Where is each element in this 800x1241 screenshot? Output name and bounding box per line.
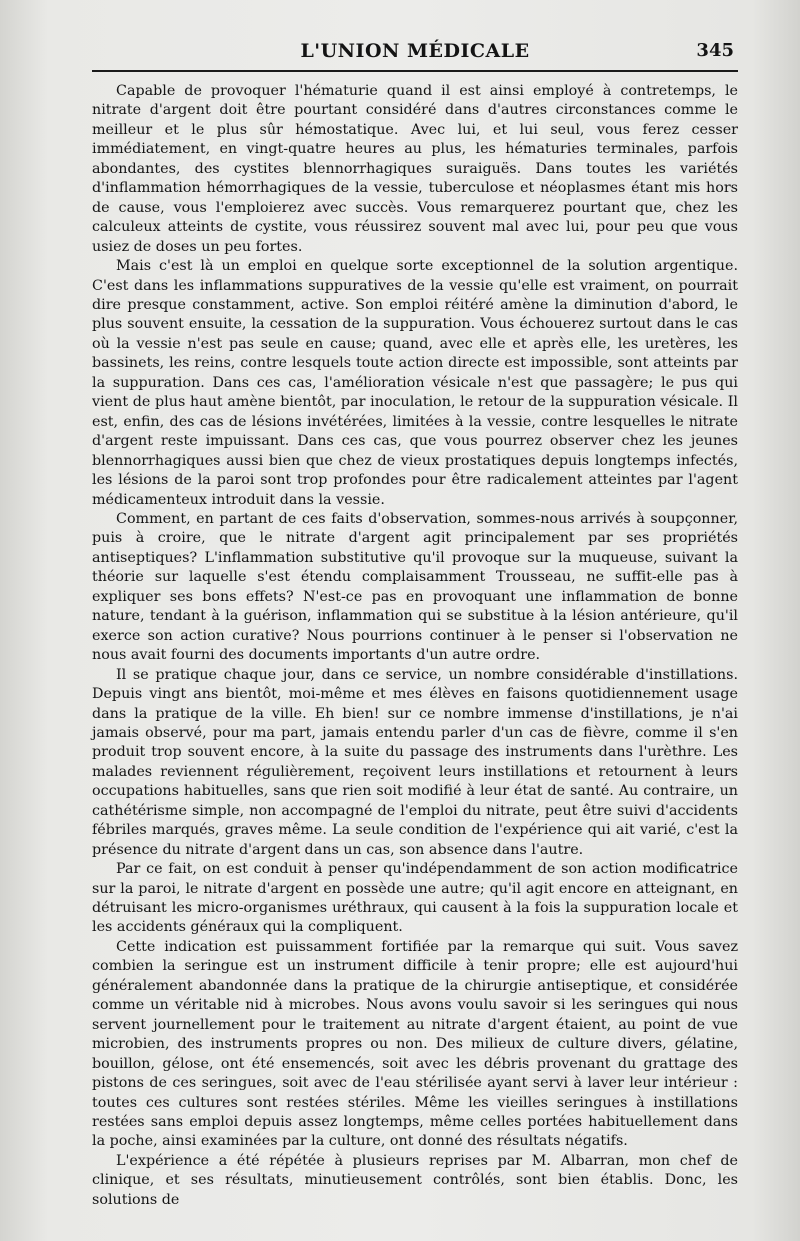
paragraph: L'expérience a été répétée à plusieurs reprises par M. Albarran, mon chef de clinique, et ses résultats, minutieusement contrôlés, sont bien établis. Donc, les solutions de (92, 1152, 738, 1208)
paragraph: Il se pratique chaque jour, dans ce service, un nombre considérable d'instillations. Depuis vingt ans bientôt, moi-même et mes élèves en faisons quotidiennement usage dans la pratique de la ville. Eh bien! sur ce nombre immense d'instillations, je n'ai jamais observé, pour ma part, jamais entendu parler d'un cas de fièvre, comme il s'en produit trop souvent encore, à la suite du passage des instruments dans l'urèthre. Les malades reviennent régulièrement, reçoivent leurs instillations et retournent à leurs occupations habituelles, sans que rien soit modifié à leur état de santé. Au contraire, un cathétérisme simple, non accompagné de l'emploi du nitrate, peut être suivi d'accidents fébriles marqués, graves même. La seule condition de l'expérience qui ait varié, c'est la présence du nitrate d'argent dans un cas, son absence dans l'autre. (92, 666, 738, 858)
paragraph: Par ce fait, on est conduit à penser qu'indépendamment de son action modificatrice sur la paroi, le nitrate d'argent en possède une autre; qu'il agit encore en atteignant, en détruisant les micro-organismes uréthraux, qui causent à la fois la suppuration locale et les accidents généraux qui la compliquent. (92, 861, 738, 936)
running-title: L'UNION MÉDICALE (300, 40, 530, 62)
paragraph: Comment, en partant de ces faits d'observation, sommes-nous arrivés à soupçonner, puis à croire, que le nitrate d'argent agit principalement par ses propriétés antiseptiques? L'inflammation substitutive qu'il provoque sur la muqueuse, suivant la théorie sur laquelle s'est étendu complaisamment Trousseau, ne suffit-elle pas à expliquer ses bons effets? N'est-ce pas en provoquant une inflammation de bonne nature, tendant à la guérison, inflammation qui se substitue à la lésion antérieure, qu'il exerce son action curative? Nous pourrions continuer à le penser si l'observation ne nous avait fourni des documents importants d'un autre ordre. (92, 510, 738, 664)
paragraph: Mais c'est là un emploi en quelque sorte exceptionnel de la solution argentique. C'est dans les inflammations suppuratives de la vessie qu'elle est vraiment, on pourrait dire presque constamment, active. Son emploi réitéré amène la diminution d'abord, le plus souvent ensuite, la cessation de la suppuration. Vous échouerez surtout dans le cas où la vessie n'est pas seule en cause; quand, avec elle et après elle, les uretères, les bassinets, les reins, contre lesquels toute action directe est impossible, sont atteints par la suppuration. Dans ces cas, l'amélioration vésicale n'est que passagère; le pus qui vient de plus haut amène bientôt, par inoculation, le retour de la suppuration vésicale. Il est, enfin, des cas de lésions invétérées, limitées à la vessie, contre lesquelles le nitrate d'argent reste impuissant. Dans ces cas, que vous pourrez observer chez les jeunes blennorrhagiques aussi bien que chez de vieux prostatiques depuis longtemps infectés, les lésions de la paroi sont trop profondes pour être radicalement atteintes par l'agent médicamenteux introduit dans la vessie. (92, 258, 738, 508)
page-header (92, 36, 738, 72)
page-number: 345 (696, 40, 734, 61)
paragraph: Cette indication est puissamment fortifiée par la remarque qui suit. Vous savez combien la seringue est un instrument difficile à tenir propre; elle est aujourd'hui généralement abandonnée dans la pratique de la chirurgie antiseptique, et considérée comme un véritable nid à microbes. Nous avons voulu savoir si les seringues qui nous servent journellement pour le traitement au nitrate d'argent étaient, au point de vue microbien, des instruments propres ou non. Des milieux de culture divers, gélatine, bouillon, gélose, ont été ensemencés, soit avec les débris provenant du grattage des pistons de ces seringues, soit avec de l'eau stérilisée ayant servi à laver leur intérieur : toutes ces cultures sont restées stériles. Même les vieilles seringues à instillations restées sans emploi depuis assez longtemps, même celles portées habituellement dans la poche, ainsi examinées par la culture, ont donné des résultats négatifs. (92, 938, 738, 1150)
article-body (92, 82, 738, 1210)
paragraph: Capable de provoquer l'hématurie quand il est ainsi employé à contretemps, le nitrate d'argent doit être pourtant considéré dans d'autres circonstances comme le meilleur et le plus sûr hémostatique. Avec lui, et lui seul, vous ferez cesser immédiatement, en vingt-quatre heures au plus, les hématuries terminales, parfois abondantes, des cystites blennorrhagiques suraiguës. Dans toutes les variétés d'inflammation hémorrhagiques de la vessie, tuberculose et néoplasmes étant mis hors de cause, vous l'emploierez avec succès. Vous remarquerez pourtant que, chez les calculeux atteints de cystite, vous réussirez souvent mal avec lui, pour peu que vous usiez de doses un peu fortes. (92, 83, 738, 255)
